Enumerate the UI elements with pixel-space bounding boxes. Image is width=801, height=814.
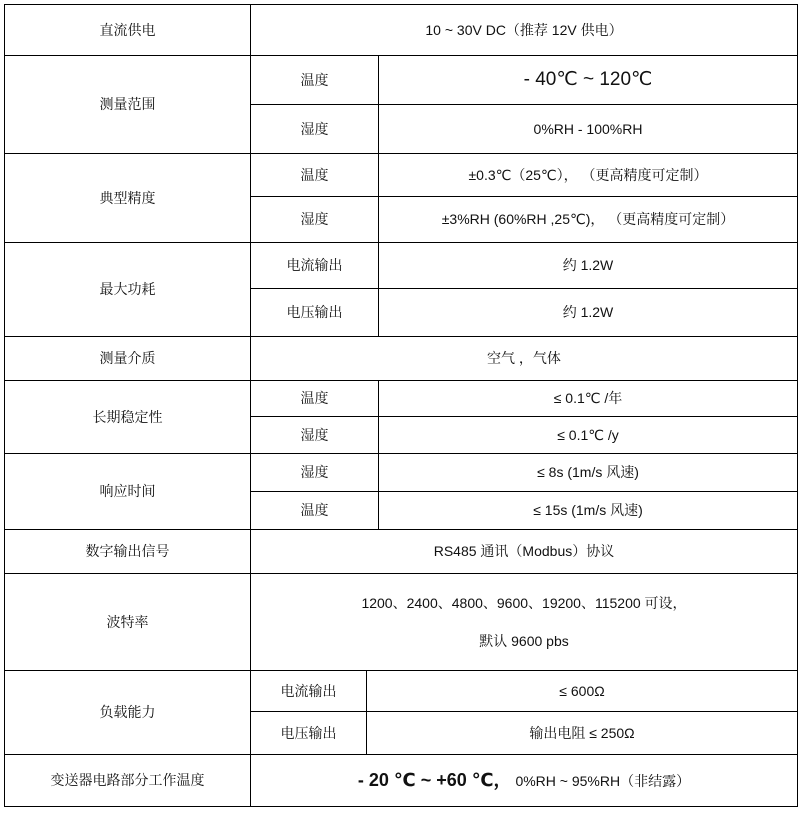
sublabel-load-current: 电流输出 bbox=[251, 671, 367, 712]
label-load: 负载能力 bbox=[5, 671, 251, 755]
label-accuracy: 典型精度 bbox=[5, 154, 251, 243]
sublabel-range-hum: 湿度 bbox=[251, 105, 379, 154]
sublabel-response-hum: 湿度 bbox=[251, 454, 379, 492]
operating-temp-range: - 20 ℃ ~ +60 ℃， bbox=[357, 769, 512, 790]
sublabel-accuracy-temp: 温度 bbox=[251, 154, 379, 197]
row-accuracy-temp bbox=[5, 154, 798, 197]
label-range: 测量范围 bbox=[5, 56, 251, 154]
row-range-temp bbox=[5, 56, 798, 105]
value-stability-hum: ≤ 0.1℃ /y bbox=[379, 417, 798, 454]
row-response-hum bbox=[5, 454, 798, 492]
value-accuracy-hum: ±3%RH (60%RH ,25℃)， （更高精度可定制） bbox=[379, 197, 798, 243]
value-power-voltage: 约 1.2W bbox=[379, 289, 798, 337]
sublabel-range-temp: 温度 bbox=[251, 56, 379, 105]
row-operating-temp bbox=[5, 755, 798, 807]
row-stability-temp bbox=[5, 381, 798, 417]
value-load-current: ≤ 600Ω bbox=[367, 671, 798, 712]
value-operating-temp bbox=[251, 755, 798, 807]
value-medium: 空气 ，气体 bbox=[251, 337, 798, 381]
value-power: 10 ~ 30V DC（推荐 12V 供电） bbox=[251, 5, 798, 56]
row-power-current bbox=[5, 243, 798, 289]
sublabel-accuracy-hum: 湿度 bbox=[251, 197, 379, 243]
value-load-voltage: 输出电阻 ≤ 250Ω bbox=[367, 712, 798, 755]
label-baud: 波特率 bbox=[5, 574, 251, 671]
label-medium: 测量介质 bbox=[5, 337, 251, 381]
value-baud bbox=[251, 574, 798, 671]
value-range-temp: - 40℃ ~ 120℃ bbox=[379, 56, 798, 105]
value-digital-output: RS485 通讯（Modbus）协议 bbox=[251, 530, 798, 574]
baud-default: 默认 9600 pbs bbox=[479, 633, 569, 649]
spec-table bbox=[4, 4, 798, 807]
row-baud bbox=[5, 574, 798, 671]
sublabel-response-temp: 温度 bbox=[251, 492, 379, 530]
row-load-current bbox=[5, 671, 798, 712]
sublabel-stability-hum: 湿度 bbox=[251, 417, 379, 454]
label-digital-output: 数字输出信号 bbox=[5, 530, 251, 574]
baud-options: 1200、2400、4800、9600、19200、115200 可设， bbox=[361, 595, 687, 611]
label-response: 响应时间 bbox=[5, 454, 251, 530]
label-power: 直流供电 bbox=[5, 5, 251, 56]
label-operating-temp: 变送器电路部分工作温度 bbox=[5, 755, 251, 807]
sublabel-power-current: 电流输出 bbox=[251, 243, 379, 289]
value-range-hum: 0%RH - 100%RH bbox=[379, 105, 798, 154]
value-response-temp: ≤ 15s (1m/s 风速) bbox=[379, 492, 798, 530]
label-power-consumption: 最大功耗 bbox=[5, 243, 251, 337]
value-response-hum: ≤ 8s (1m/s 风速) bbox=[379, 454, 798, 492]
value-stability-temp: ≤ 0.1℃ /年 bbox=[379, 381, 798, 417]
sublabel-stability-temp: 温度 bbox=[251, 381, 379, 417]
value-power-current: 约 1.2W bbox=[379, 243, 798, 289]
row-medium bbox=[5, 337, 798, 381]
sublabel-load-voltage: 电压输出 bbox=[251, 712, 367, 755]
value-accuracy-temp: ±0.3℃（25℃）， （更高精度可定制） bbox=[379, 154, 798, 197]
operating-humidity-range: 0%RH ~ 95%RH（非结露） bbox=[511, 772, 691, 789]
label-stability: 长期稳定性 bbox=[5, 381, 251, 454]
row-digital-output bbox=[5, 530, 798, 574]
row-power bbox=[5, 5, 798, 56]
sublabel-power-voltage: 电压输出 bbox=[251, 289, 379, 337]
